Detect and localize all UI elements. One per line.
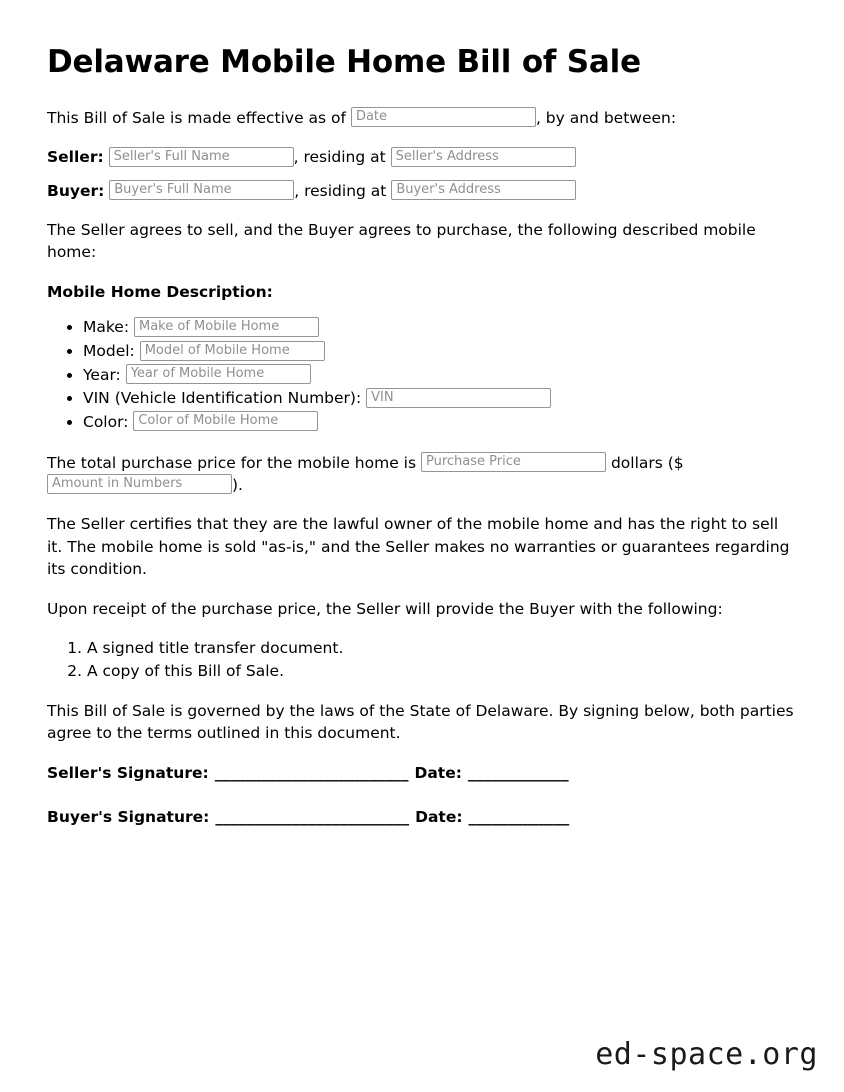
- buyer-party-row: [47, 180, 797, 202]
- effective-date-line: [47, 107, 797, 129]
- model-input[interactable]: Model of Mobile Home: [140, 341, 325, 361]
- buyer-signature-label: Buyer's Signature:: [47, 808, 210, 827]
- seller-address-input[interactable]: Seller's Address: [391, 147, 576, 167]
- amount-in-numbers-input[interactable]: Amount in Numbers: [47, 474, 232, 494]
- list-item-bill-copy: 2. A copy of this Bill of Sale.: [87, 660, 797, 683]
- mobile-home-spec-list: [47, 316, 797, 433]
- list-item-color: [83, 411, 797, 434]
- buyer-label: Buyer:: [47, 181, 105, 200]
- mobile-home-description-heading: Mobile Home Description:: [47, 282, 273, 301]
- list-item-vin: [83, 387, 797, 410]
- document-body: [47, 44, 797, 851]
- seller-residing-text: , residing at: [293, 148, 386, 167]
- color-input[interactable]: Color of Mobile Home: [133, 411, 318, 431]
- agreement-paragraph: The Seller agrees to sell, and the Buyer agrees to purchase, the following described mobile home:: [47, 220, 756, 262]
- vin-label: VIN (Vehicle Identification Number):: [83, 389, 362, 408]
- seller-label: Seller:: [47, 148, 104, 167]
- buyer-name-input[interactable]: Buyer's Full Name: [109, 180, 294, 200]
- model-label: Model:: [83, 342, 135, 361]
- make-label: Make:: [83, 318, 130, 337]
- color-label: Color:: [83, 412, 129, 431]
- purchase-price-input[interactable]: Purchase Price: [421, 452, 606, 472]
- purchase-price-middle: dollars ($: [610, 453, 684, 472]
- governing-law-paragraph: This Bill of Sale is governed by the laws of the State of Delaware. By signing below, both parties agree to the terms outlined in this document.: [47, 701, 794, 743]
- buyer-date-label: Date:: [415, 808, 463, 827]
- buyer-address-input[interactable]: Buyer's Address: [391, 180, 576, 200]
- site-watermark: ed-space.org: [595, 1037, 818, 1072]
- seller-date-label: Date:: [414, 763, 462, 782]
- year-label: Year:: [83, 365, 121, 384]
- buyer-residing-text: , residing at: [294, 181, 387, 200]
- delivery-intro-paragraph: Upon receipt of the purchase price, the Seller will provide the Buyer with the following:: [47, 599, 723, 618]
- purchase-price-prefix: The total purchase price for the mobile home is: [47, 453, 417, 472]
- list-item-year: [83, 364, 797, 387]
- page-title: Delaware Mobile Home Bill of Sale: [47, 44, 641, 80]
- list-item-model: [83, 340, 797, 363]
- seller-name-input[interactable]: Seller's Full Name: [109, 147, 294, 167]
- seller-party-row: [47, 146, 797, 168]
- purchase-price-suffix: ).: [232, 475, 243, 494]
- buyer-signature-row: [47, 806, 797, 828]
- list-item-title-transfer: 1. A signed title transfer document.: [87, 637, 797, 660]
- buyer-signature-line[interactable]: _________________________: [215, 808, 410, 827]
- vin-input[interactable]: VIN: [366, 388, 551, 408]
- purchase-price-line: [47, 452, 797, 497]
- effective-date-prefix: This Bill of Sale is made effective as of: [47, 108, 346, 127]
- seller-signature-label: Seller's Signature:: [47, 763, 209, 782]
- make-input[interactable]: Make of Mobile Home: [134, 317, 319, 337]
- effective-date-suffix: , by and between:: [535, 108, 677, 127]
- seller-signature-line[interactable]: _________________________: [214, 763, 409, 782]
- buyer-date-line[interactable]: _____________: [468, 808, 570, 827]
- seller-signature-row: [47, 762, 797, 784]
- effective-date-input[interactable]: Date: [351, 107, 536, 127]
- seller-date-line[interactable]: _____________: [467, 763, 569, 782]
- list-item-make: [83, 316, 797, 339]
- year-input[interactable]: Year of Mobile Home: [126, 364, 311, 384]
- delivery-items-list: [47, 637, 797, 683]
- certification-paragraph: The Seller certifies that they are the lawful owner of the mobile home and has the right to sell it. The mobile home is sold "as-is," and the Seller makes no warranties or guarantees regarding its condition.: [47, 515, 790, 579]
